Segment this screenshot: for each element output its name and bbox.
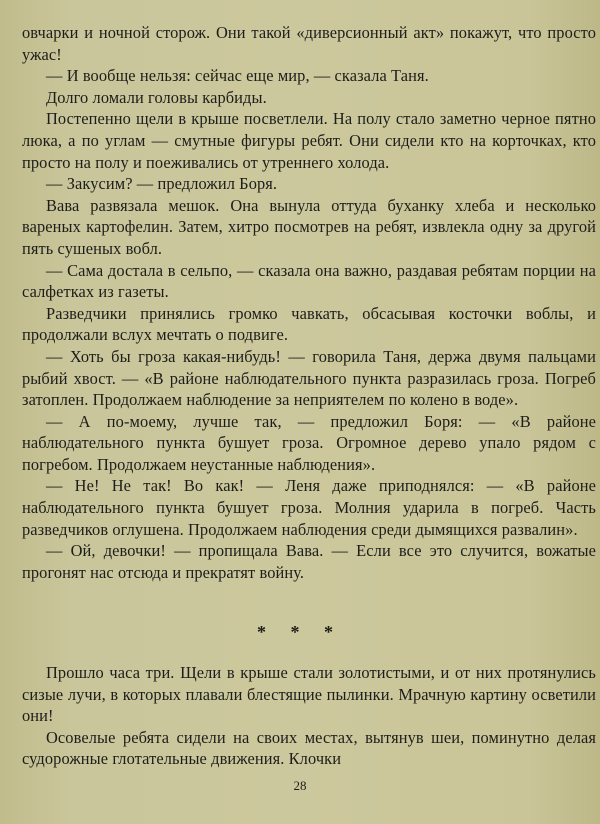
paragraph: — Хоть бы гроза какая-нибудь! — говорила Таня, держа двумя пальцами рыбий хвост. — «В районе наблюдательного пункта разразилась гроза. Погреб затоплен. Продолжаем наблюдение за неприятелем по колено в воде». [22,346,596,410]
paragraph: Осовелые ребята сидели на своих местах, вытянув шеи, поминутно делая судорожные глотательные движения. Клочки [22,727,596,769]
paragraph: — Ой, девочки! — пропищала Вава. — Если все это случится, вожатые прогонят нас отсюда и прекратят войну. [22,541,596,582]
paragraph: Долго ломали головы карбиды. [46,87,267,107]
page-number: 28 [293,778,307,793]
paragraph: овчарки и ночной сторож. Они такой «диверсионный акт» покажут, что просто ужас! [22,23,596,64]
paragraph: — Сама достала в сельпо, — сказала она важно, раздавая ребятам порции на салфетках из газеты. [22,260,596,302]
paragraph: Разведчики принялись громко чавкать, обсасывая косточки воблы, и продолжали вслух мечтать о подвиге. [22,303,596,345]
text-block-top [22,22,596,583]
paragraph: — Не! Не так! Во как! — Леня даже приподнялся: — «В районе наблюдательного пункта бушует гроза. Молния ударила в погреб. Часть разведчиков оглушена. Продолжаем наблюдения среди дымящихся развалин». [22,476,596,539]
paragraph: Вава развязала мешок. Она вынула оттуда буханку хлеба и несколько вареных картофелин. Затем, хитро посмотрев на ребят, извлекла одну за другой пять сушеных вобл. [22,195,596,258]
text-block-bottom [22,662,596,770]
paragraph: Постепенно щели в крыше посветлели. На полу стало заметно черное пятно люка, а по углам — смутные фигуры ребят. Они сидели кто на корточках, кто просто на полу и поеживались от утреннего холода. [22,109,596,172]
paragraph: Прошло часа три. Щели в крыше стали золотистыми, и от них протянулись сизые лучи, в которых плавали блестящие пылинки. Мрачную картину осветили они! [22,663,596,726]
paragraph: — Закусим? — предложил Боря. [46,174,278,194]
paragraph: — А по-моему, лучше так, — предложил Боря: — «В районе наблюдательного пункта бушует гроза. Огромное дерево упало рядом с погребом. Продолжаем неустанные наблюдения». [22,411,596,474]
paragraph: — И вообще нельзя: сейчас еще мир, — сказала Таня. [46,66,429,86]
section-separator: * * * [257,622,343,642]
